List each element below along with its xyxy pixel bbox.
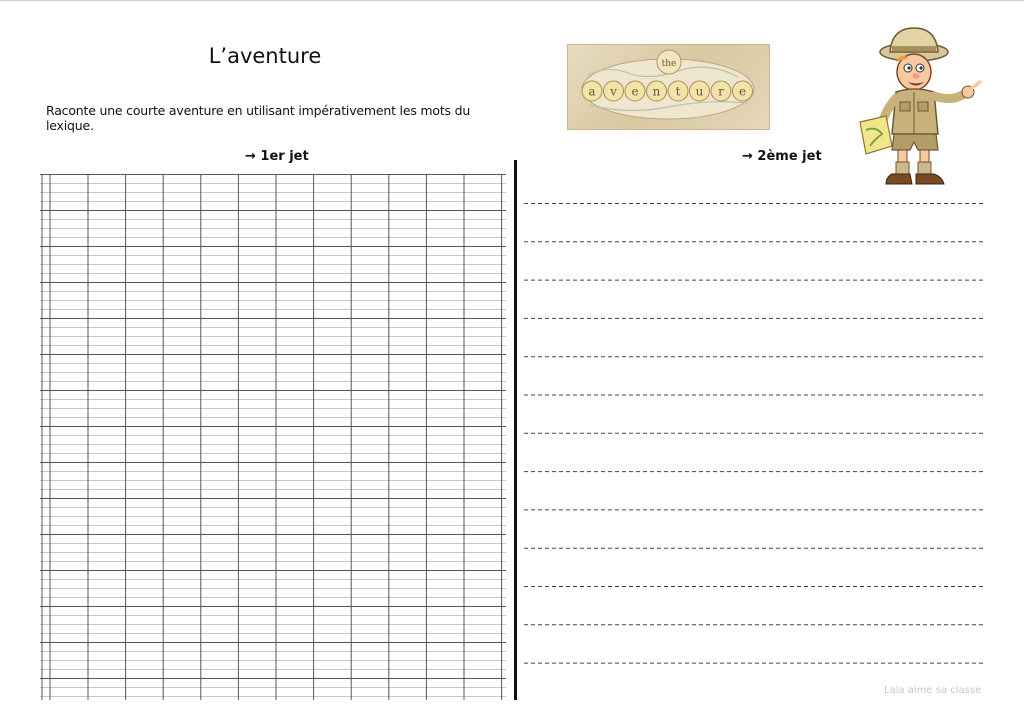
page-top-border [0, 0, 1024, 1]
banner-letter: r [718, 84, 724, 99]
explorer-character-icon [856, 22, 986, 190]
banner-letter: e [631, 84, 639, 99]
first-draft-label: → 1er jet [245, 149, 309, 164]
banner-letter: a [588, 84, 596, 99]
banner-letter: v [610, 84, 617, 99]
banner-small-word: the [661, 59, 677, 69]
banner-letter: u [695, 84, 704, 99]
banner-letter: e [738, 84, 747, 99]
credit-watermark: Lala aime sa classe [884, 685, 982, 696]
aventure-banner-image [567, 44, 770, 130]
banner-letter: t [675, 84, 681, 99]
second-draft-label: → 2ème jet [742, 149, 822, 164]
second-draft-writing-lines[interactable] [524, 200, 988, 670]
banner-artwork [568, 45, 769, 129]
first-draft-writing-grid[interactable] [40, 174, 510, 704]
banner-letter: n [652, 84, 661, 99]
worksheet-title: L’aventure [208, 44, 322, 68]
column-divider [514, 160, 517, 700]
instruction-text: Raconte une courte aventure en utilisant impérativement les mots du lexique. [46, 103, 471, 133]
